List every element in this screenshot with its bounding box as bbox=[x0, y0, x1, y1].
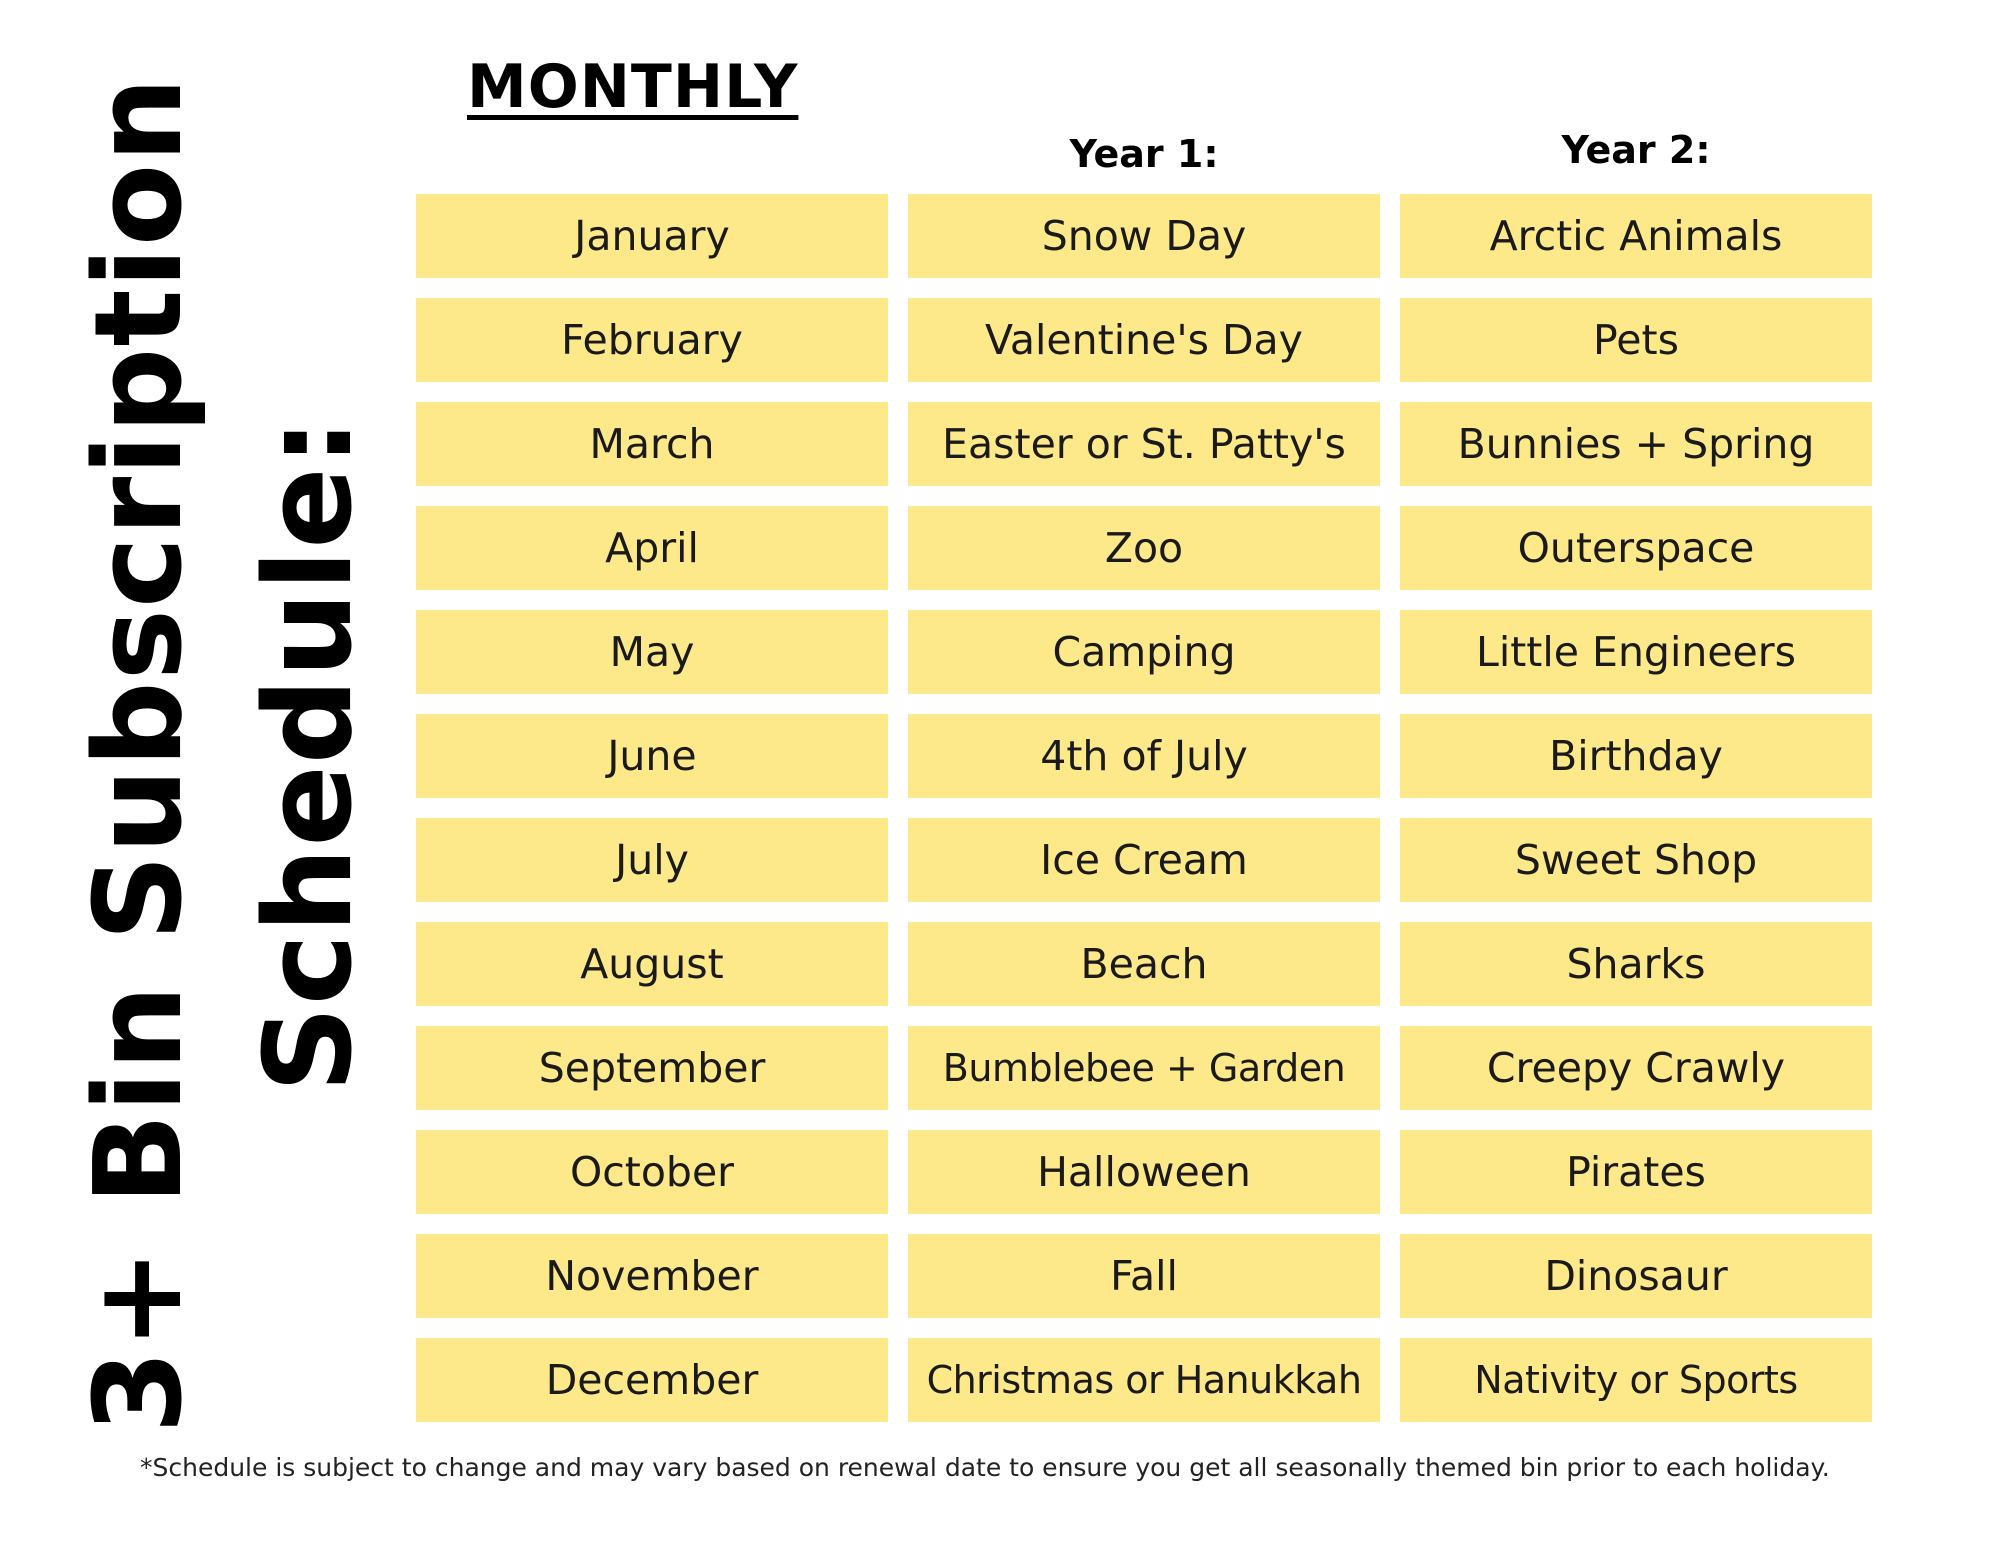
year-2-theme-cell: Dinosaur bbox=[1400, 1234, 1872, 1318]
table-row bbox=[416, 610, 1872, 694]
year-2-theme-cell: Creepy Crawly bbox=[1400, 1026, 1872, 1110]
month-cell: May bbox=[416, 610, 888, 694]
side-title-line-1: 3+ Bin Subscription bbox=[70, 76, 209, 1434]
table-row bbox=[416, 714, 1872, 798]
side-title-line-2: Schedule: bbox=[240, 417, 379, 1093]
table-row bbox=[416, 194, 1872, 278]
month-cell: January bbox=[416, 194, 888, 278]
month-cell: December bbox=[416, 1338, 888, 1422]
footnote: *Schedule is subject to change and may vary based on renewal date to ensure you get all seasonally themed bin prior to each holiday. bbox=[140, 1453, 1830, 1482]
year-2-theme-cell: Birthday bbox=[1400, 714, 1872, 798]
year-1-theme-cell: Bumblebee + Garden bbox=[908, 1026, 1380, 1110]
month-cell: November bbox=[416, 1234, 888, 1318]
year-2-theme-cell: Bunnies + Spring bbox=[1400, 402, 1872, 486]
year-1-theme-cell: Christmas or Hanukkah bbox=[908, 1338, 1380, 1422]
year-1-theme-cell: Valentine's Day bbox=[908, 298, 1380, 382]
year-1-theme-cell: Beach bbox=[908, 922, 1380, 1006]
year-2-theme-cell: Sweet Shop bbox=[1400, 818, 1872, 902]
table-row bbox=[416, 402, 1872, 486]
column-header-year-1: Year 1: bbox=[1069, 132, 1219, 176]
year-2-theme-cell: Outerspace bbox=[1400, 506, 1872, 590]
column-header-year-2: Year 2: bbox=[1561, 128, 1711, 172]
year-1-theme-cell: Ice Cream bbox=[908, 818, 1380, 902]
year-2-theme-cell: Nativity or Sports bbox=[1400, 1338, 1872, 1422]
side-title bbox=[0, 0, 380, 1545]
year-2-theme-cell: Arctic Animals bbox=[1400, 194, 1872, 278]
month-cell: June bbox=[416, 714, 888, 798]
year-2-theme-cell: Pets bbox=[1400, 298, 1872, 382]
table-row bbox=[416, 506, 1872, 590]
table-row bbox=[416, 1338, 1872, 1422]
month-cell: February bbox=[416, 298, 888, 382]
year-2-theme-cell: Sharks bbox=[1400, 922, 1872, 1006]
table-row bbox=[416, 1026, 1872, 1110]
year-1-theme-cell: Fall bbox=[908, 1234, 1380, 1318]
month-cell: July bbox=[416, 818, 888, 902]
table-row bbox=[416, 1234, 1872, 1318]
month-cell: September bbox=[416, 1026, 888, 1110]
table-row bbox=[416, 298, 1872, 382]
month-cell: October bbox=[416, 1130, 888, 1214]
year-1-theme-cell: Zoo bbox=[908, 506, 1380, 590]
year-1-theme-cell: Camping bbox=[908, 610, 1380, 694]
page-heading: MONTHLY bbox=[467, 52, 799, 122]
year-1-theme-cell: Snow Day bbox=[908, 194, 1380, 278]
year-2-theme-cell: Pirates bbox=[1400, 1130, 1872, 1214]
schedule-table bbox=[416, 194, 1872, 1442]
month-cell: March bbox=[416, 402, 888, 486]
table-row bbox=[416, 1130, 1872, 1214]
year-1-theme-cell: Halloween bbox=[908, 1130, 1380, 1214]
month-cell: April bbox=[416, 506, 888, 590]
table-row bbox=[416, 818, 1872, 902]
table-row bbox=[416, 922, 1872, 1006]
month-cell: August bbox=[416, 922, 888, 1006]
year-2-theme-cell: Little Engineers bbox=[1400, 610, 1872, 694]
year-1-theme-cell: Easter or St. Patty's bbox=[908, 402, 1380, 486]
year-1-theme-cell: 4th of July bbox=[908, 714, 1380, 798]
